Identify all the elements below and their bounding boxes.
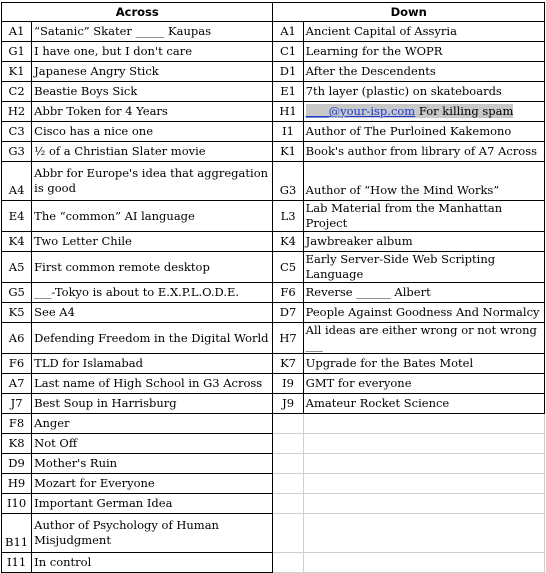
across-clue-number[interactable]: F8 bbox=[2, 414, 32, 434]
down-clue-number[interactable]: E1 bbox=[273, 82, 303, 102]
table-row bbox=[2, 434, 545, 454]
down-clue-number[interactable]: I9 bbox=[273, 374, 303, 394]
across-clue-number[interactable]: D9 bbox=[2, 454, 32, 474]
across-clue-text[interactable]: Mozart for Everyone bbox=[32, 474, 273, 494]
down-clue-text[interactable] bbox=[303, 514, 544, 553]
down-clue-number[interactable]: A1 bbox=[273, 22, 303, 42]
down-header[interactable]: Down bbox=[273, 3, 545, 22]
across-clue-text[interactable]: See A4 bbox=[32, 303, 273, 323]
table-row bbox=[2, 474, 545, 494]
down-clue-text[interactable]: Author of “How the Mind Works” bbox=[303, 162, 544, 201]
down-clue-number[interactable] bbox=[273, 454, 303, 474]
down-clue-text[interactable] bbox=[303, 474, 544, 494]
down-clue-number[interactable] bbox=[273, 434, 303, 454]
down-clue-text[interactable]: Lab Material from the Manhattan Project bbox=[303, 201, 544, 232]
table-row bbox=[2, 62, 545, 82]
across-clue-text[interactable]: ½ of a Christian Slater movie bbox=[32, 142, 273, 162]
down-clue-number[interactable]: K7 bbox=[273, 354, 303, 374]
table-row bbox=[2, 354, 545, 374]
table-row bbox=[2, 162, 545, 201]
across-clue-number[interactable]: J7 bbox=[2, 394, 32, 414]
across-clue-text[interactable]: The “common” AI language bbox=[32, 201, 273, 232]
across-clue-text[interactable]: Best Soup in Harrisburg bbox=[32, 394, 273, 414]
down-clue-number[interactable]: L3 bbox=[273, 201, 303, 232]
down-clue-number[interactable]: H7 bbox=[273, 323, 303, 354]
table-row bbox=[2, 323, 545, 354]
down-clue-number[interactable]: K4 bbox=[273, 232, 303, 252]
across-clue-text[interactable]: Cisco has a nice one bbox=[32, 122, 273, 142]
down-clue-text[interactable]: GMT for everyone bbox=[303, 374, 544, 394]
table-row bbox=[2, 22, 545, 42]
across-clue-number[interactable]: G1 bbox=[2, 42, 32, 62]
across-clue-number[interactable]: K8 bbox=[2, 434, 32, 454]
table-row bbox=[2, 201, 545, 232]
across-clue-number[interactable]: A7 bbox=[2, 374, 32, 394]
down-clue-number[interactable] bbox=[273, 474, 303, 494]
across-clue-number[interactable]: A5 bbox=[2, 252, 32, 283]
down-clue-number[interactable]: H1 bbox=[273, 102, 303, 122]
down-clue-number[interactable]: D1 bbox=[273, 62, 303, 82]
down-clue-text[interactable] bbox=[303, 414, 544, 434]
across-clue-number[interactable]: A4 bbox=[2, 162, 32, 201]
across-clue-number[interactable]: A1 bbox=[2, 22, 32, 42]
across-clue-text[interactable]: In control bbox=[32, 553, 273, 573]
across-header[interactable]: Across bbox=[2, 3, 273, 22]
selected-clue-text[interactable]: ____@your-isp.com For killing spam bbox=[305, 104, 514, 118]
down-clue-text[interactable]: 7th layer (plastic) on skateboards bbox=[303, 82, 544, 102]
clue-body bbox=[2, 22, 545, 573]
across-clue-text[interactable]: TLD for Islamabad bbox=[32, 354, 273, 374]
across-clue-number[interactable]: C3 bbox=[2, 122, 32, 142]
across-clue-number[interactable]: K5 bbox=[2, 303, 32, 323]
across-clue-text[interactable]: I have one, but I don't care bbox=[32, 42, 273, 62]
down-clue-number[interactable]: C1 bbox=[273, 42, 303, 62]
across-clue-text[interactable]: Anger bbox=[32, 414, 273, 434]
across-clue-number[interactable]: I10 bbox=[2, 494, 32, 514]
table-row bbox=[2, 122, 545, 142]
down-clue-text[interactable]: Amateur Rocket Science bbox=[303, 394, 544, 414]
down-clue-number[interactable]: I1 bbox=[273, 122, 303, 142]
down-clue-text[interactable]: Early Server-Side Web Scripting Language bbox=[303, 252, 544, 283]
down-clue-text[interactable] bbox=[303, 454, 544, 474]
down-clue-text[interactable]: People Against Goodness And Normalcy bbox=[303, 303, 544, 323]
across-clue-number[interactable]: B11 bbox=[2, 514, 32, 553]
across-clue-text[interactable]: First common remote desktop bbox=[32, 252, 273, 283]
table-row bbox=[2, 374, 545, 394]
clue-table bbox=[1, 2, 545, 573]
down-clue-number[interactable]: G3 bbox=[273, 162, 303, 201]
down-clue-text[interactable]: Learning for the WOPR bbox=[303, 42, 544, 62]
across-clue-number[interactable]: H9 bbox=[2, 474, 32, 494]
across-clue-number[interactable]: I11 bbox=[2, 553, 32, 573]
across-clue-text[interactable]: Abbr for Europe's idea that aggregation is good bbox=[32, 162, 273, 201]
across-clue-text[interactable]: Last name of High School in G3 Across bbox=[32, 374, 273, 394]
across-clue-text[interactable]: ___-Tokyo is about to E.X.P.L.O.D.E. bbox=[32, 283, 273, 303]
across-clue-number[interactable]: G3 bbox=[2, 142, 32, 162]
across-clue-number[interactable]: C2 bbox=[2, 82, 32, 102]
down-clue-text[interactable]: Reverse ______ Albert bbox=[303, 283, 544, 303]
across-clue-text[interactable]: Abbr Token for 4 Years bbox=[32, 102, 273, 122]
across-clue-number[interactable]: A6 bbox=[2, 323, 32, 354]
down-clue-number[interactable]: J9 bbox=[273, 394, 303, 414]
table-row bbox=[2, 283, 545, 303]
down-clue-text[interactable]: Book's author from library of A7 Across bbox=[303, 142, 544, 162]
down-clue-text[interactable]: All ideas are either wrong or not wrong ___ bbox=[303, 323, 544, 354]
across-clue-number[interactable]: F6 bbox=[2, 354, 32, 374]
down-clue-number[interactable]: C5 bbox=[273, 252, 303, 283]
across-clue-text[interactable]: Defending Freedom in the Digital World bbox=[32, 323, 273, 354]
down-clue-text[interactable] bbox=[303, 553, 544, 573]
table-row bbox=[2, 82, 545, 102]
across-clue-text[interactable]: Important German Idea bbox=[32, 494, 273, 514]
down-clue-number[interactable]: D7 bbox=[273, 303, 303, 323]
across-clue-number[interactable]: H2 bbox=[2, 102, 32, 122]
across-clue-number[interactable]: E4 bbox=[2, 201, 32, 232]
table-row bbox=[2, 553, 545, 573]
down-clue-number[interactable] bbox=[273, 414, 303, 434]
table-row bbox=[2, 252, 545, 283]
down-clue-text[interactable] bbox=[303, 494, 544, 514]
down-clue-number[interactable] bbox=[273, 514, 303, 553]
header-row bbox=[2, 3, 545, 22]
across-clue-text[interactable]: Author of Psychology of Human Misjudgment bbox=[32, 514, 273, 553]
table-row bbox=[2, 142, 545, 162]
down-clue-number[interactable] bbox=[273, 494, 303, 514]
down-clue-number[interactable] bbox=[273, 553, 303, 573]
table-row bbox=[2, 232, 545, 252]
table-row bbox=[2, 42, 545, 62]
email-link[interactable]: ____@your-isp.com bbox=[305, 104, 416, 118]
across-clue-text[interactable]: Two Letter Chile bbox=[32, 232, 273, 252]
across-clue-number[interactable]: K4 bbox=[2, 232, 32, 252]
down-clue-text[interactable]: After the Descendents bbox=[303, 62, 544, 82]
across-clue-text[interactable]: Japanese Angry Stick bbox=[32, 62, 273, 82]
across-clue-text[interactable]: Not Off bbox=[32, 434, 273, 454]
across-clue-text[interactable]: Mother's Ruin bbox=[32, 454, 273, 474]
down-clue-text[interactable]: Author of The Purloined Kakemono bbox=[303, 122, 544, 142]
down-clue-text[interactable]: Upgrade for the Bates Motel bbox=[303, 354, 544, 374]
table-row bbox=[2, 394, 545, 414]
table-row bbox=[2, 514, 545, 553]
table-row bbox=[2, 454, 545, 474]
down-clue-text[interactable] bbox=[303, 102, 544, 122]
table-row bbox=[2, 414, 545, 434]
down-clue-text[interactable]: Ancient Capital of Assyria bbox=[303, 22, 544, 42]
down-clue-number[interactable]: K1 bbox=[273, 142, 303, 162]
table-row bbox=[2, 494, 545, 514]
table-row bbox=[2, 303, 545, 323]
across-clue-number[interactable]: G5 bbox=[2, 283, 32, 303]
down-clue-number[interactable]: F6 bbox=[273, 283, 303, 303]
across-clue-number[interactable]: K1 bbox=[2, 62, 32, 82]
across-clue-text[interactable]: “Satanic” Skater _____ Kaupas bbox=[32, 22, 273, 42]
down-clue-text[interactable] bbox=[303, 434, 544, 454]
table-row bbox=[2, 102, 545, 122]
across-clue-text[interactable]: Beastie Boys Sick bbox=[32, 82, 273, 102]
down-clue-text[interactable]: Jawbreaker album bbox=[303, 232, 544, 252]
